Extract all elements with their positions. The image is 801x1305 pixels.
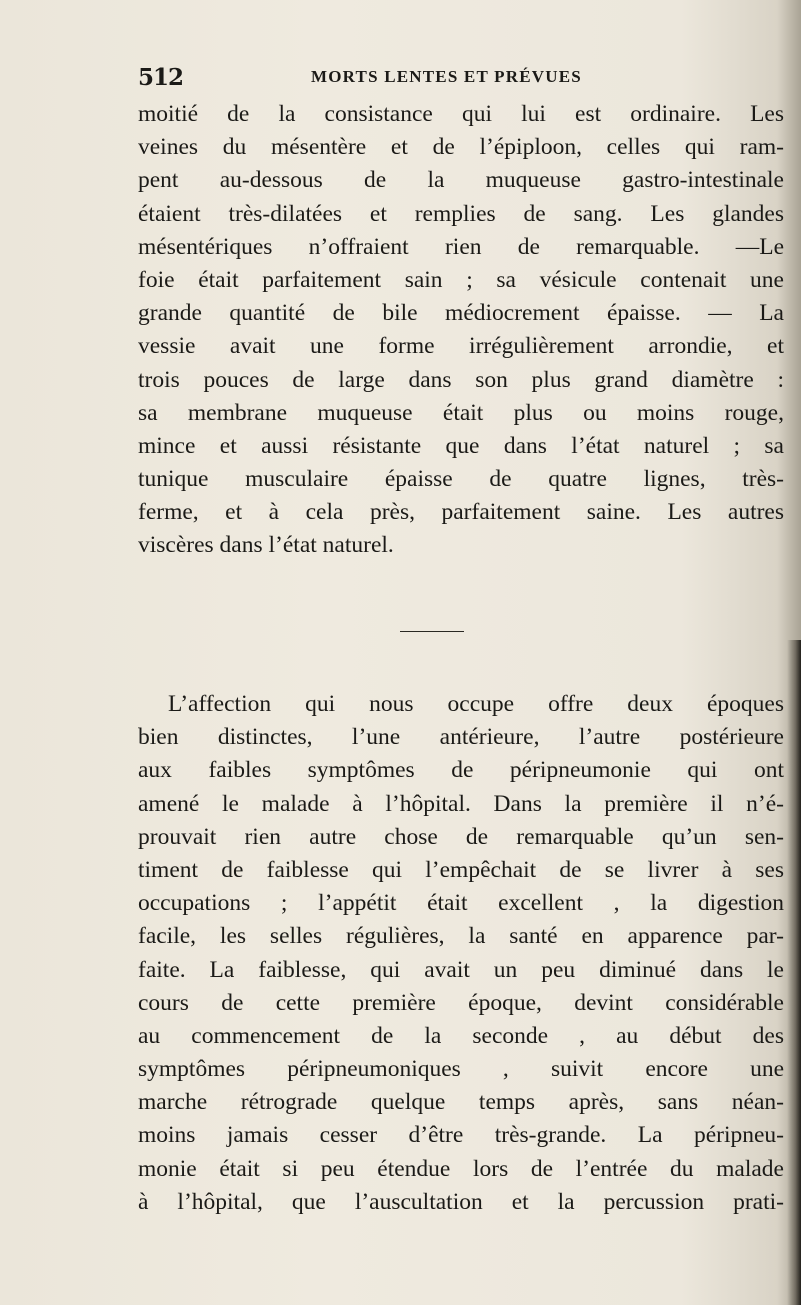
text-line: au commencement de la seconde , au début des: [138, 1022, 784, 1049]
text-line: monie était si peu étendue lors de l’entrée du malade: [138, 1155, 784, 1182]
text-line: prouvait rien autre chose de remarquable qu’un sen-: [138, 823, 784, 850]
page-header: [138, 64, 638, 94]
text-line: pent au-dessous de la muqueuse gastro-intestinale: [138, 167, 784, 194]
section-separator: [400, 631, 464, 632]
text-line: trois pouces de large dans son plus grand diamètre :: [138, 366, 784, 393]
text-line: étaient très-dilatées et remplies de sang. Les glandes: [138, 200, 784, 227]
text-line: foie était parfaitement sain ; sa vésicule contenait une: [138, 266, 784, 293]
text-line: vessie avait une forme irrégulièrement arrondie, et: [138, 333, 784, 360]
text-line: aux faibles symptômes de péripneumonie qui ont: [138, 757, 784, 784]
text-line: amené le malade à l’hôpital. Dans la première il n’é-: [138, 790, 784, 817]
text-line: viscères dans l’état naturel.: [138, 532, 394, 559]
page-number: 512: [138, 64, 184, 91]
running-head: MORTS LENTES ET PRÉVUES: [311, 67, 582, 86]
text-line: sa membrane muqueuse était plus ou moins rouge,: [138, 399, 784, 426]
text-line: L’affection qui nous occupe offre deux époques: [168, 691, 784, 717]
text-line: tunique musculaire épaisse de quatre lignes, très-: [138, 466, 784, 493]
text-line: timent de faiblesse qui l’empêchait de se livrer à ses: [138, 856, 784, 883]
text-line: grande quantité de bile médiocrement épaisse. — La: [138, 300, 784, 327]
paragraph-autopsy: [138, 98, 784, 563]
text-line: marche rétrograde quelque temps après, sans néan-: [138, 1089, 784, 1116]
text-line: mésentériques n’offraient rien de remarquable. —Le: [138, 233, 784, 260]
paragraph-discussion: [138, 688, 784, 1219]
text-line: moins jamais cesser d’être très-grande. La péripneu-: [138, 1122, 784, 1149]
text-line: faite. La faiblesse, qui avait un peu diminué dans le: [138, 956, 784, 983]
text-line: moitié de la consistance qui lui est ordinaire. Les: [138, 101, 784, 127]
text-line: à l’hôpital, que l’auscultation et la percussion prati-: [138, 1188, 784, 1215]
text-line: ferme, et à cela près, parfaitement saine. Les autres: [138, 499, 784, 526]
text-line: cours de cette première époque, devint considérable: [138, 989, 784, 1016]
text-line: occupations ; l’appétit était excellent , la digestion: [138, 890, 784, 917]
text-line: bien distinctes, l’une antérieure, l’autre postérieure: [138, 724, 784, 751]
page-edge-shadow: [787, 640, 801, 1305]
text-line: facile, les selles régulières, la santé en apparence par-: [138, 923, 784, 950]
text-line: symptômes péripneumoniques , suivit encore une: [138, 1056, 784, 1083]
text-line: mince et aussi résistante que dans l’état naturel ; sa: [138, 432, 784, 459]
text-line: veines du mésentère et de l’épiploon, celles qui ram-: [138, 134, 784, 161]
